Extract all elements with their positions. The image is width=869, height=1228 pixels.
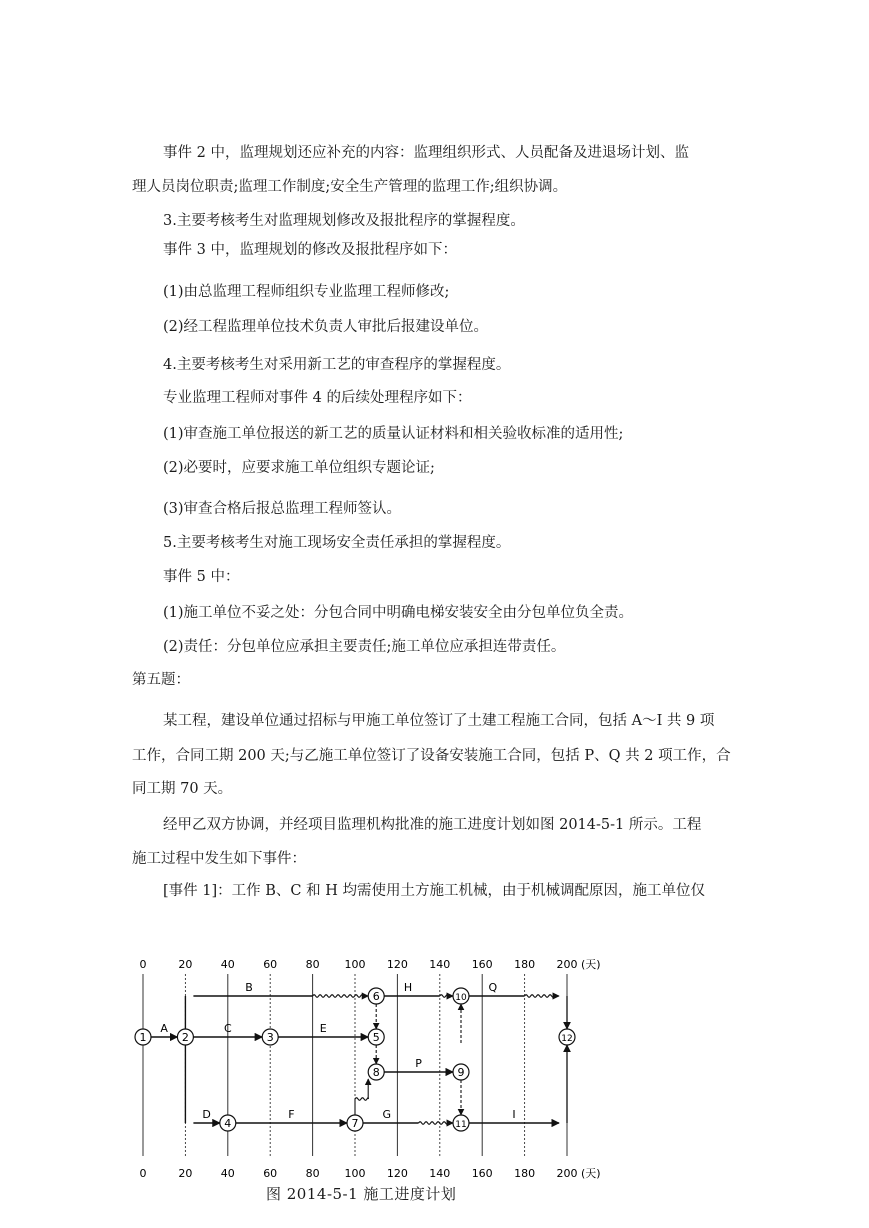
top-scale-label: 20 (178, 958, 193, 971)
bottom-scale-label: 80 (305, 1167, 320, 1180)
activity-A-label: A (160, 1022, 168, 1035)
paragraph-line: 专业监理工程师对事件 4 的后续处理程序如下： (163, 390, 472, 406)
activity-I-label: I (512, 1108, 516, 1121)
paragraph-line: 工作，合同工期 200 天;与乙施工单位签订了设备安装施工合同，包括 P、Q 共 2 项工作，合 (132, 748, 731, 764)
activity-E-label: E (319, 1022, 327, 1035)
activity-D-label: D (202, 1108, 211, 1121)
bottom-scale-label: 160 (471, 1167, 493, 1180)
bottom-scale-label: 200 (556, 1167, 578, 1180)
bottom-scale-label: 0 (139, 1167, 147, 1180)
activity-C-label: C (223, 1022, 232, 1035)
node-11-label: 11 (455, 1120, 467, 1130)
activity-G-float (419, 1122, 450, 1125)
paragraph-line: 事件 2 中，监理规划还应补充的内容：监理组织形式、人员配备及进退场计划、监 (163, 145, 689, 161)
schedule-figure (128, 950, 618, 1220)
top-scale-label: 60 (263, 958, 278, 971)
node-10-label: 10 (455, 993, 467, 1003)
paragraph-line: (2)经工程监理单位技术负责人审批后报建设单位。 (163, 319, 489, 335)
node-8-label: 8 (372, 1066, 380, 1079)
paragraph-line: (2)责任：分包单位应承担主要责任;施工单位应承担连带责任。 (163, 639, 566, 655)
activity-Q-float (525, 995, 556, 998)
bottom-scale-label: 60 (263, 1167, 278, 1180)
bottom-scale-label: 180 (514, 1167, 536, 1180)
activity-H-label: H (403, 981, 413, 994)
node-5-label: 5 (372, 1031, 380, 1044)
paragraph-line: 某工程，建设单位通过招标与甲施工单位签订了土建工程施工合同，包括 A～I 共 9 项 (163, 713, 715, 729)
paragraph-line: 经甲乙双方协调，并经项目监理机构批准的施工进度计划如图 2014-5-1 所示。工程 (163, 817, 702, 833)
top-scale-label: 160 (471, 958, 493, 971)
top-scale-label: 100 (344, 958, 366, 971)
activity-B-label: B (245, 981, 253, 994)
paragraph-line: 5.主要考核考生对施工现场安全责任承担的掌握程度。 (163, 535, 511, 551)
top-scale-label: 0 (139, 958, 147, 971)
node-1-label: 1 (139, 1031, 147, 1044)
bottom-scale-label: 100 (344, 1167, 366, 1180)
bottom-scale-label: 120 (386, 1167, 408, 1180)
paragraph-line: 第五题： (132, 672, 190, 688)
bottom-scale-label: 20 (178, 1167, 193, 1180)
node-12-label: 12 (561, 1034, 573, 1044)
activity-Q-label: Q (488, 981, 498, 994)
paragraph-line: (2)必要时，应要求施工单位组织专题论证; (163, 460, 435, 476)
node-3-label: 3 (266, 1031, 274, 1044)
activity-H-float (440, 995, 450, 998)
paragraph-line: 事件 5 中： (163, 569, 240, 585)
node-6-label: 6 (372, 990, 380, 1003)
node-2-label: 2 (181, 1031, 189, 1044)
node-4-label: 4 (224, 1117, 232, 1130)
activity-G-label: G (382, 1108, 392, 1121)
paragraph-line: [事件 1]：工作 B、C 和 H 均需使用土方施工机械，由于机械调配原因，施工单位仅 (163, 883, 705, 899)
top-scale-label: 80 (305, 958, 320, 971)
time-scaled-network-diagram (128, 950, 618, 1185)
paragraph-line: (1)施工单位不妥之处：分包合同中明确电梯安装安全由分包单位负全责。 (163, 605, 634, 621)
activity-P-label: P (415, 1057, 422, 1070)
paragraph-line: 4.主要考核考生对采用新工艺的审查程序的掌握程度。 (163, 357, 511, 373)
node-7-label: 7 (351, 1117, 359, 1130)
top-scale-label: 140 (429, 958, 451, 971)
paragraph-line: (1)由总监理工程师组织专业监理工程师修改; (163, 284, 450, 300)
node-9-label: 9 (457, 1066, 465, 1079)
bottom-unit-label: (天) (581, 1167, 601, 1180)
paragraph-line: 同工期 70 天。 (132, 781, 233, 797)
paragraph-line: (3)审查合格后报总监理工程师签认。 (163, 501, 402, 517)
bottom-scale-label: 140 (429, 1167, 451, 1180)
top-scale-label: 200 (556, 958, 578, 971)
top-unit-label: (天) (581, 958, 601, 971)
paragraph-line: 理人员岗位职责;监理工作制度;安全生产管理的监理工作;组织协调。 (132, 179, 568, 195)
top-scale-label: 40 (220, 958, 235, 971)
activity-B-float (313, 995, 366, 998)
paragraph-line: 3.主要考核考生对监理规划修改及报批程序的掌握程度。 (163, 213, 525, 229)
link-7-to-8-float (355, 1098, 368, 1101)
bottom-scale-label: 40 (220, 1167, 235, 1180)
activity-F-label: F (288, 1108, 295, 1121)
figure-caption: 图 2014-5-1 施工进度计划 (266, 1185, 457, 1203)
paragraph-line: 事件 3 中，监理规划的修改及报批程序如下： (163, 242, 457, 258)
top-scale-label: 120 (386, 958, 408, 971)
paragraph-line: 施工过程中发生如下事件： (132, 851, 306, 867)
top-scale-label: 180 (514, 958, 536, 971)
paragraph-line: (1)审查施工单位报送的新工艺的质量认证材料和相关验收标准的适用性; (163, 426, 624, 442)
